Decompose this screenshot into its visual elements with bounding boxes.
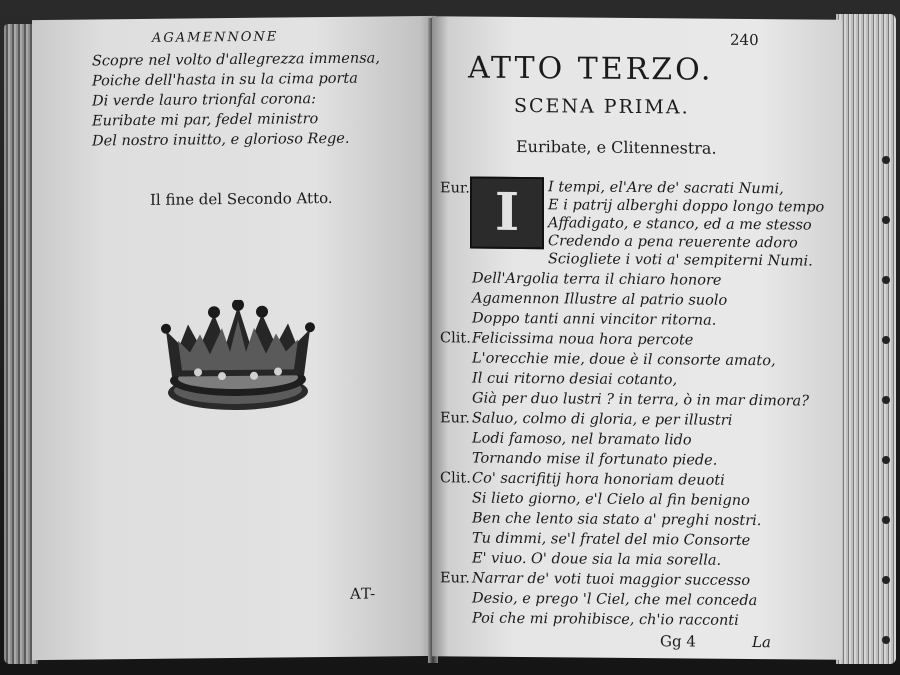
speaker-label: Eur. — [440, 410, 470, 427]
left-page — [32, 16, 436, 660]
verse-line: Credendo a pena reuerente adoro — [548, 233, 798, 252]
verse-line: Già per duo lustri ? in terra, ò in mar dimora? — [472, 390, 809, 410]
decorated-initial-icon — [470, 177, 544, 250]
verse-line: Desio, e prego 'l Ciel, che mel conceda — [472, 590, 758, 610]
initial-letter: I — [494, 181, 520, 243]
scene-title: SCENA PRIMA. — [514, 94, 690, 119]
signature-mark: Gg 4 — [660, 632, 696, 651]
page-number: 240 — [730, 30, 759, 50]
verse-line: L'orecchie mie, doue è il consorte amato, — [472, 350, 776, 370]
act-title: ATTO TERZO. — [468, 50, 714, 88]
speaker-label: Clit. — [440, 470, 471, 487]
verse-line: Sciogliete i voti a' sempiterni Numi. — [548, 251, 813, 270]
verse-line: Ben che lento sia stato a' preghi nostri. — [472, 510, 762, 530]
verse-line: Agamennon Illustre al patrio suolo — [472, 290, 728, 309]
verse-line: Lodi famoso, nel bramato lido — [472, 430, 692, 449]
verse-line: Scopre nel volto d'allegrezza immensa, — [92, 50, 380, 70]
verse-line: Euribate mi par, fedel ministro — [92, 111, 319, 130]
verse-line: Di verde lauro trionfal corona: — [92, 91, 317, 110]
verse-line: Affadigato, e stanco, ed a me stesso — [548, 215, 812, 234]
speaker-label: Clit. — [440, 330, 471, 347]
verse-line: Poi che mi prohibisce, ch'io racconti — [472, 610, 739, 629]
verse-line: Doppo tanti anni vincitor ritorna. — [472, 310, 717, 329]
speaker-label: Eur. — [440, 180, 470, 197]
end-of-act-note: Il fine del Secondo Atto. — [150, 188, 333, 209]
verse-line: Si lieto giorno, e'l Cielo al fin benigno — [472, 490, 750, 509]
verse-line: Poiche dell'hasta in su la cima porta — [92, 70, 358, 90]
crown-icon — [158, 299, 318, 416]
speaker-label: Eur. — [440, 570, 470, 587]
verse-line: E' viuo. O' doue sia la mia sorella. — [472, 550, 722, 569]
verse-line: Felicissima noua hora percote — [472, 330, 694, 349]
verse-line: Co' sacrifitij hora honoriam deuoti — [472, 470, 725, 489]
dramatis-personae: Euribate, e Clitennestra. — [516, 136, 717, 158]
verse-line: E i patrij alberghi doppo longo tempo — [548, 197, 825, 216]
running-head: AGAMENNONE — [152, 29, 279, 46]
verse-line: Tornando mise il fortunato piede. — [472, 450, 718, 469]
verse-line: Tu dimmi, se'l fratel del mio Consorte — [472, 530, 751, 549]
verse-line: Dell'Argolia terra il chiaro honore — [472, 270, 722, 289]
catchword-left: AT- — [350, 584, 377, 603]
binding-stitch-icon — [880, 140, 892, 660]
verse-line: Il cui ritorno desiai cotanto, — [472, 370, 678, 389]
right-page — [432, 16, 842, 660]
verse-line: Narrar de' voti tuoi maggior successo — [472, 570, 751, 589]
verse-line: I tempi, el'Are de' sacrati Numi, — [548, 179, 784, 198]
verse-line: Del nostro inuitto, e glorioso Rege. — [92, 130, 350, 150]
verse-line: Saluo, colmo di gloria, e per illustri — [472, 410, 733, 429]
catchword-right: La — [752, 633, 771, 652]
